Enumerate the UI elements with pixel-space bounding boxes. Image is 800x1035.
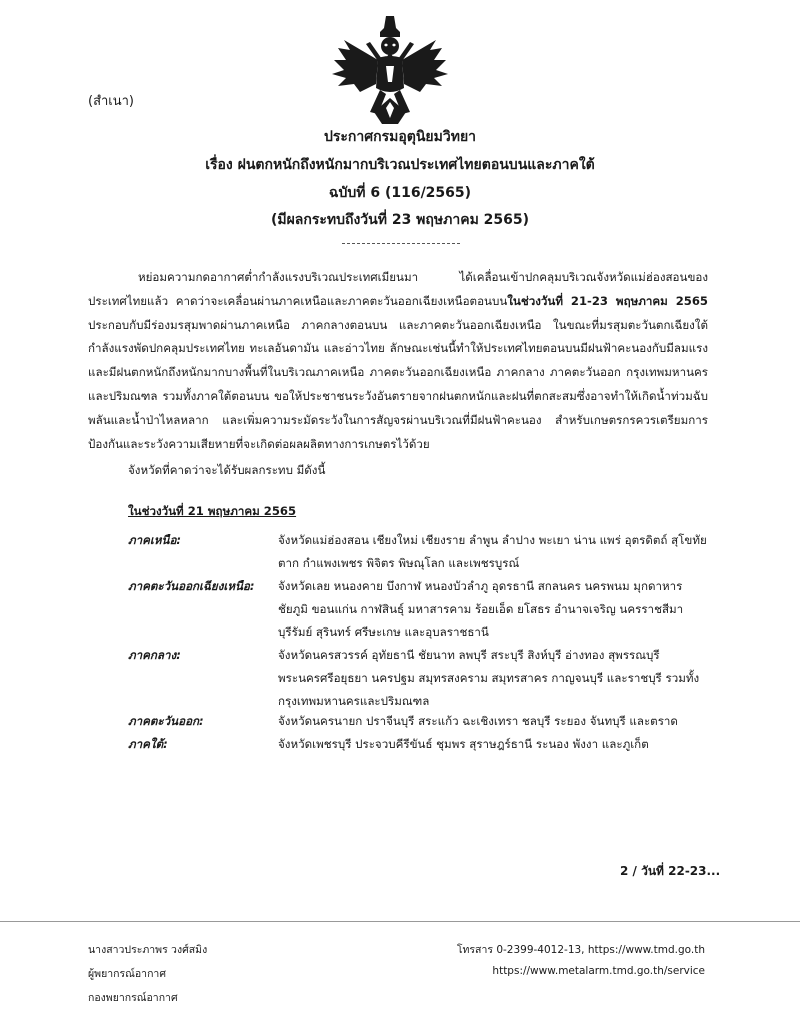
region-label: ภาคใต้: (128, 737, 168, 751)
region-provinces: จังหวัดนครสวรรค์ อุทัยธานี ชัยนาท ลพบุรี สระบุรี สิงห์บุรี อ่างทอง สุพรรณบุรี พระนครศรีอยุธยา นครปฐม สมุทรสงคราม สมุทรสาคร กาญจนบุรี และราชบุรี รวมทั้งกรุงเทพมหานครและปริมณฑล (278, 648, 700, 708)
region-label: ภาคเหนือ: (128, 533, 182, 547)
region-provinces: จังหวัดเพชรบุรี ประจวบคีรีขันธ์ ชุมพร สุราษฎร์ธานี ระนอง พังงา และภูเก็ต (278, 737, 649, 751)
announcement-effective-date: (มีผลกระทบถึงวันที่ 23 พฤษภาคม 2565) (270, 212, 530, 228)
body-paragraph (88, 266, 708, 456)
next-page-marker: 2 / วันที่ 22-23... (620, 864, 721, 878)
service-url: https://www.metalarm.tmd.go.th/service (492, 965, 705, 977)
region-provinces: จังหวัดแม่ฮ่องสอน เชียงใหม่ เชียงราย ลำพูน ลำปาง พะเยา น่าน แพร่ อุตรดิตถ์ สุโขทัย ตาก กำแพงเพชร พิจิตร พิษณุโลก และเพชรบูรณ์ (278, 533, 707, 570)
garuda-emblem-icon (330, 14, 450, 126)
announcement-title: ประกาศกรมอุตุนิยมวิทยา (323, 129, 477, 145)
forecaster-position: ผู้พยากรณ์อากาศ (88, 968, 166, 980)
footer-divider (0, 921, 800, 922)
announcement-number: ฉบับที่ 6 (116/2565) (328, 185, 472, 201)
body-text-part1: หย่อมความกดอากาศต่ำกำลังแรงบริเวณประเทศเมียนมา ได้เคลื่อนเข้าปกคลุมบริเวณจังหวัดแม่ฮ่องสอนของประเทศไทยแล้ว คาดว่าจะเคลื่อนผ่านภาคเหนือและภาคตะวันออกเฉียงเหนือตอนบน (88, 270, 708, 308)
region-east (128, 710, 713, 733)
region-label: ภาคตะวันออกเฉียงเหนือ: (128, 579, 255, 593)
region-provinces: จังหวัดนครนายก ปราจีนบุรี สระแก้ว ฉะเชิงเทรา ชลบุรี ระยอง จันทบุรี และตราด (278, 714, 678, 728)
region-south (128, 733, 713, 756)
date-heading: ในช่วงวันที่ 21 พฤษภาคม 2565 (128, 504, 297, 518)
body-text-bold-dates: ในช่วงวันที่ 21-23 พฤษภาคม 2565 (507, 293, 708, 308)
fax-and-website: โทรสาร 0-2399-4012-13, https://www.tmd.go.th (456, 944, 705, 956)
forecaster-name: นางสาวประภาพร วงศ์สมิง (88, 944, 208, 956)
copy-mark: (สำเนา) (88, 94, 135, 109)
region-northeast (128, 575, 713, 644)
region-central (128, 644, 713, 713)
region-north (128, 529, 713, 575)
body-text-part2: ประกอบกับมีร่องมรสุมพาดผ่านภาคเหนือ ภาคกลางตอนบน และภาคตะวันออกเฉียงเหนือ ในขณะที่มรสุมตะวันตกเฉียงใต้กำลังแรงพัดปกคลุมประเทศไทย ทะเลอันดามัน และอ่าวไทย ลักษณะเช่นนี้ทำให้ประเทศไทยตอนบนมีฝนฟ้าคะนองกับมีลมแรง และมีฝนตกหนักถึงหนักมากบางพื้นที่ในบริเวณภาคเหนือ ภาคตะวันออกเฉียงเหนือ ภาคกลาง ภาคตะวันออก กรุงเทพมหานครและปริมณฑล รวมทั้งภาคใต้ตอนบน ขอให้ประชาชนระวังอันตรายจากฝนตกหนักและฝนที่ตกสะสมซึ่งอาจทำให้เกิดน้ำท่วมฉับพลันและน้ำป่าไหลหลาก และเพิ่มความระมัดระวังในการสัญจรผ่านบริเวณที่มีฝนฟ้าคะนอง สำหรับเกษตรกรควรเตรียมการป้องกันและระวังความเสียหายที่จะเกิดต่อผลผลิตทางการเกษตรไว้ด้วย (88, 317, 708, 451)
region-label: ภาคกลาง: (128, 648, 181, 662)
header-separator (342, 243, 460, 244)
announcement-subject: เรื่อง ฝนตกหนักถึงหนักมากบริเวณประเทศไทยตอนบนและภาคใต้ (205, 157, 595, 173)
forecast-division: กองพยากรณ์อากาศ (88, 992, 178, 1004)
region-provinces: จังหวัดเลย หนองคาย บึงกาฬ หนองบัวลำภู อุดรธานี สกลนคร นครพนม มุกดาหาร ชัยภูมิ ขอนแก่น กาฬสินธุ์ มหาสารคาม ร้อยเอ็ด ยโสธร อำนาจเจริญ นครราชสีมา บุรีรัมย์ สุรินทร์ ศรีษะเกษ และอุบลราชธานี (278, 579, 684, 639)
provinces-intro: จังหวัดที่คาดว่าจะได้รับผลกระทบ มีดังนี้ (128, 463, 326, 477)
region-label: ภาคตะวันออก: (128, 714, 204, 728)
